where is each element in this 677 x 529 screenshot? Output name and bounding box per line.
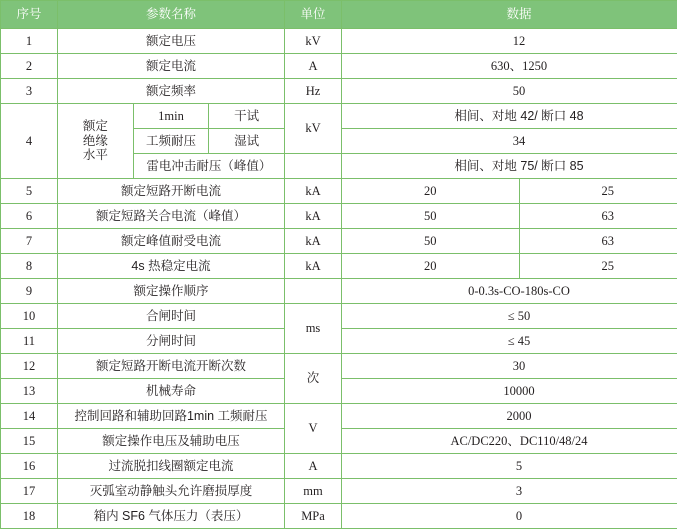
- insulation-label-line3: 水平: [60, 148, 131, 162]
- row-data-right: 63: [519, 204, 677, 229]
- table-body: [1, 29, 677, 529]
- row-index: 15: [1, 429, 58, 454]
- row-data: ≤ 50: [342, 304, 677, 329]
- row-unit: 次: [285, 354, 342, 404]
- column-header-name: 参数名称: [58, 1, 285, 29]
- row-data: 50: [342, 79, 677, 104]
- table-row: [1, 79, 677, 104]
- row-unit: kA: [285, 204, 342, 229]
- row-index: 18: [1, 504, 58, 529]
- row-index: 4: [1, 104, 58, 179]
- insulation-sub-name-1: 1min: [133, 104, 209, 129]
- row-index: 14: [1, 404, 58, 429]
- column-header-index: 序号: [1, 1, 58, 29]
- row-index: 11: [1, 329, 58, 354]
- row-name: 机械寿命: [58, 379, 285, 404]
- table-row: [1, 304, 677, 329]
- row-name: 额定短路开断电流开断次数: [58, 354, 285, 379]
- table-row: [1, 279, 677, 304]
- row-index: 1: [1, 29, 58, 54]
- row-index: 13: [1, 379, 58, 404]
- row-name: 额定频率: [58, 79, 285, 104]
- table-row: [1, 504, 677, 529]
- row-data: 0-0.3s-CO-180s-CO: [342, 279, 677, 304]
- column-header-data: 数据: [342, 1, 677, 29]
- row-index: 16: [1, 454, 58, 479]
- row-name: 额定短路关合电流（峰值）: [58, 204, 285, 229]
- row-data-left: 50: [342, 204, 520, 229]
- row-unit: kA: [285, 179, 342, 204]
- row-data: 5: [342, 454, 677, 479]
- row-data-left: 50: [342, 229, 520, 254]
- header-row: [1, 1, 677, 29]
- row-data-right: 63: [519, 229, 677, 254]
- table-row: [1, 29, 677, 54]
- row-name: 额定操作顺序: [58, 279, 285, 304]
- row-name: 额定短路开断电流: [58, 179, 285, 204]
- row-name: 控制回路和辅助回路1min 工频耐压: [58, 404, 285, 429]
- row-unit: kV: [285, 29, 342, 54]
- row-unit: Hz: [285, 79, 342, 104]
- row-index: 9: [1, 279, 58, 304]
- insulation-sub-name-2: 工频耐压: [133, 129, 209, 154]
- row-index: 3: [1, 79, 58, 104]
- row-unit: A: [285, 454, 342, 479]
- row-unit: [285, 154, 342, 179]
- row-data-left: 20: [342, 179, 520, 204]
- row-unit: V: [285, 404, 342, 454]
- row-unit: MPa: [285, 504, 342, 529]
- row-index: 5: [1, 179, 58, 204]
- table-row: [1, 354, 677, 379]
- row-name: 额定电流: [58, 54, 285, 79]
- table-row: [1, 179, 677, 204]
- row-unit: kA: [285, 254, 342, 279]
- table-row: [1, 454, 677, 479]
- row-index: 7: [1, 229, 58, 254]
- row-data: AC/DC220、DC110/48/24: [342, 429, 677, 454]
- row-data-right: 25: [519, 254, 677, 279]
- insulation-sub-type-2: 湿试: [209, 129, 285, 154]
- row-index: 8: [1, 254, 58, 279]
- row-data: 34: [342, 129, 677, 154]
- row-data: 10000: [342, 379, 677, 404]
- row-index: 12: [1, 354, 58, 379]
- insulation-group-label: [58, 104, 134, 179]
- row-name: 灭弧室动静触头允许磨损厚度: [58, 479, 285, 504]
- row-name: 箱内 SF6 气体压力（表压）: [58, 504, 285, 529]
- row-data-right: 25: [519, 179, 677, 204]
- table-row: [1, 229, 677, 254]
- row-index: 6: [1, 204, 58, 229]
- row-data: 相间、对地 42/ 断口 48: [342, 104, 677, 129]
- row-data: 相间、对地 75/ 断口 85: [342, 154, 677, 179]
- row-unit: A: [285, 54, 342, 79]
- insulation-sub-name-3: 雷电冲击耐压（峰值）: [133, 154, 284, 179]
- table-row: [1, 404, 677, 429]
- table-row: [1, 479, 677, 504]
- row-name: 额定操作电压及辅助电压: [58, 429, 285, 454]
- row-unit: mm: [285, 479, 342, 504]
- table-row: [1, 104, 677, 129]
- insulation-label-line1: 额定: [60, 119, 131, 133]
- row-data: 3: [342, 479, 677, 504]
- row-name: 额定峰值耐受电流: [58, 229, 285, 254]
- insulation-label-line2: 绝缘: [60, 134, 131, 148]
- row-index: 10: [1, 304, 58, 329]
- row-name: 过流脱扣线圈额定电流: [58, 454, 285, 479]
- row-data: 630、1250: [342, 54, 677, 79]
- row-index: 2: [1, 54, 58, 79]
- insulation-sub-type-1: 干试: [209, 104, 285, 129]
- row-unit: kA: [285, 229, 342, 254]
- row-unit: [285, 279, 342, 304]
- column-header-unit: 单位: [285, 1, 342, 29]
- row-data: 0: [342, 504, 677, 529]
- row-data: ≤ 45: [342, 329, 677, 354]
- row-name: 额定电压: [58, 29, 285, 54]
- row-data: 30: [342, 354, 677, 379]
- table-row: [1, 204, 677, 229]
- row-name: 合闸时间: [58, 304, 285, 329]
- row-name: 4s 热稳定电流: [58, 254, 285, 279]
- row-name: 分闸时间: [58, 329, 285, 354]
- row-data-left: 20: [342, 254, 520, 279]
- row-unit: kV: [285, 104, 342, 154]
- table-row: [1, 54, 677, 79]
- row-unit: ms: [285, 304, 342, 354]
- table-row: [1, 254, 677, 279]
- row-data: 2000: [342, 404, 677, 429]
- row-index: 17: [1, 479, 58, 504]
- row-data: 12: [342, 29, 677, 54]
- table-header: [1, 1, 677, 29]
